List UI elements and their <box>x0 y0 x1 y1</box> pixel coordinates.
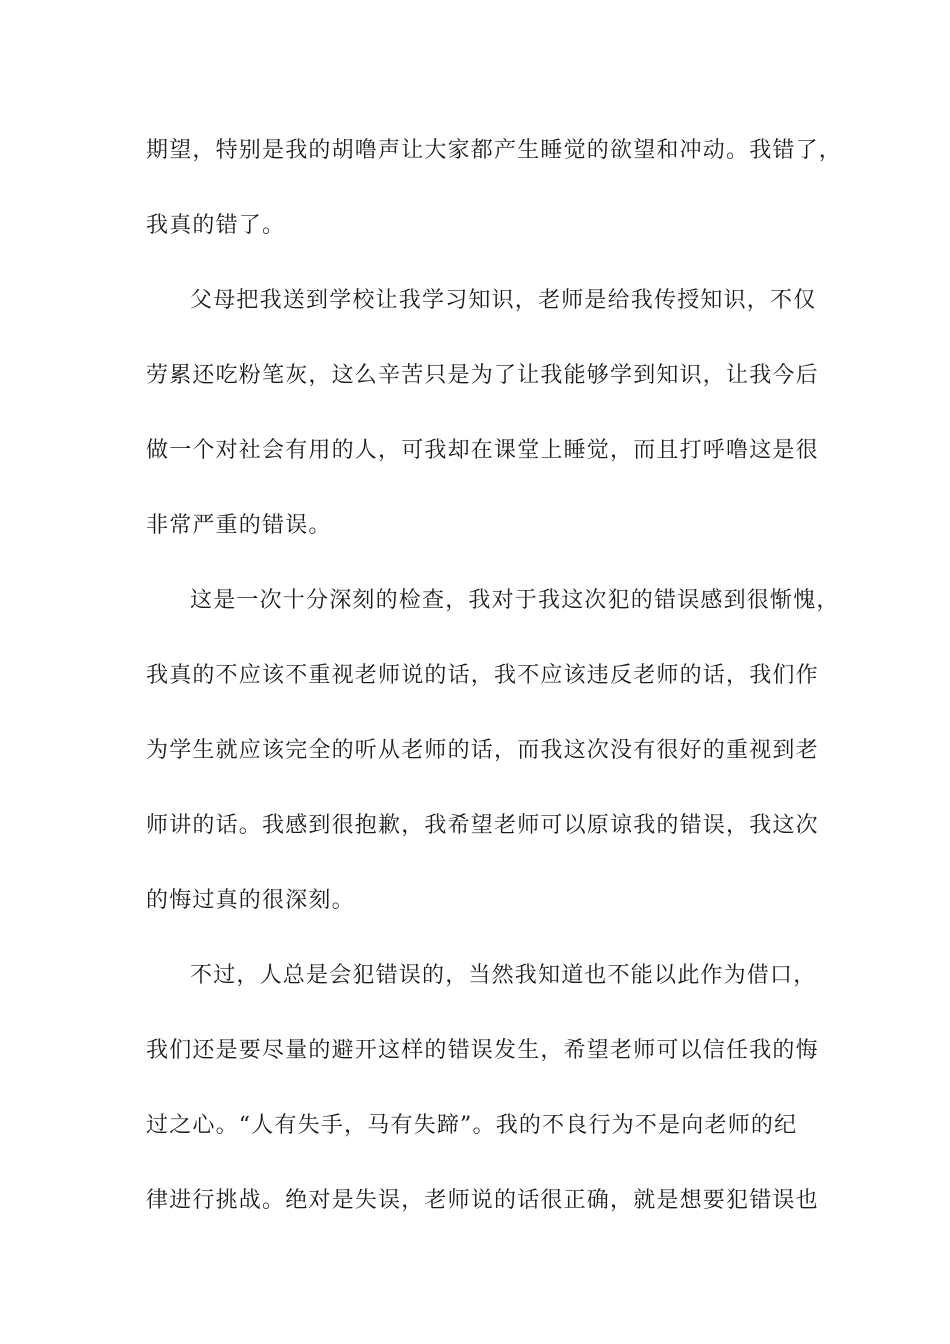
text-line: 做一个对社会有用的人，可我却在课堂上睡觉，而且打呼噜这是很 <box>146 438 819 463</box>
text-line: 的悔过真的很深刻。 <box>146 888 355 913</box>
text-line: 期望，特别是我的胡噜声让大家都产生睡觉的欲望和冲动。我错了， <box>146 138 843 163</box>
text-line: 过之心。“人有失手，马有失蹄”。我的不良行为不是向老师的纪 <box>146 1113 798 1138</box>
text-line: 我真的错了。 <box>146 213 286 238</box>
text-line: 为学生就应该完全的听从老师的话，而我这次没有很好的重视到老 <box>146 738 819 763</box>
text-line: 我真的不应该不重视老师说的话，我不应该违反老师的话，我们作 <box>146 663 819 688</box>
document-body <box>146 126 843 1251</box>
text-line: 我们还是要尽量的避开这样的错误发生，希望老师可以信任我的悔 <box>146 1038 819 1063</box>
text-line: 劳累还吃粉笔灰，这么辛苦只是为了让我能够学到知识，让我今后 <box>146 363 819 388</box>
text-line: 非常严重的错误。 <box>146 513 332 538</box>
paragraph-start-line: 这是一次十分深刻的检查，我对于我这次犯的错误感到很惭愧， <box>190 588 840 613</box>
paragraph-start-line: 父母把我送到学校让我学习知识，老师是给我传授知识，不仅 <box>190 288 817 313</box>
paragraph-start-line: 不过，人总是会犯错误的，当然我知道也不能以此作为借口， <box>190 963 817 988</box>
text-line: 律进行挑战。绝对是失误，老师说的话很正确，就是想要犯错误也 <box>146 1188 819 1213</box>
text-line: 师讲的话。我感到很抱歉，我希望老师可以原谅我的错误，我这次 <box>146 813 819 838</box>
